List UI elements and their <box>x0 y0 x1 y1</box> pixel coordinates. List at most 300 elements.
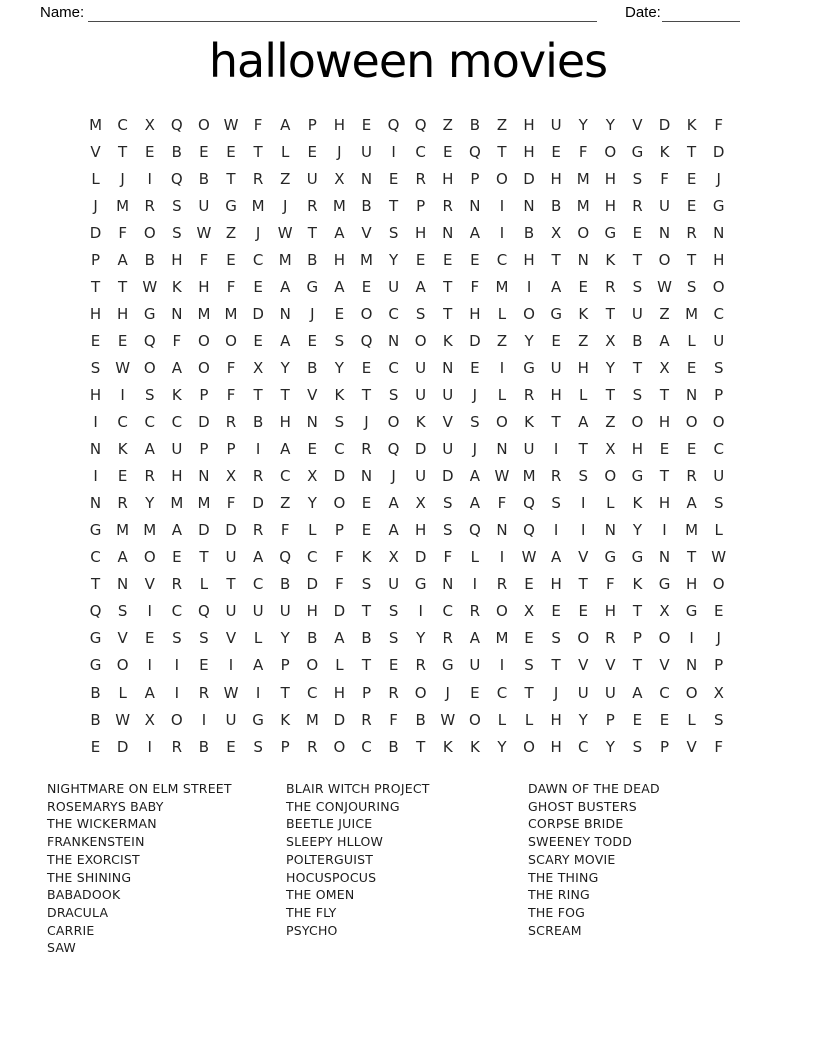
grid-letter: A <box>252 548 264 567</box>
grid-letter: K <box>361 548 372 567</box>
grid-letter: F <box>470 277 480 296</box>
grid-letter: P <box>605 710 615 729</box>
grid-letter: S <box>713 710 724 729</box>
grid-letter: D <box>712 142 725 161</box>
grid-letter: B <box>523 223 535 242</box>
grid-letter: F <box>226 385 236 404</box>
grid-letter: Z <box>280 169 291 188</box>
grid-letter: E <box>388 656 399 675</box>
grid-letter: F <box>714 115 724 134</box>
word-list-item: DAWN OF THE DEAD <box>528 781 660 796</box>
grid-letter: U <box>415 467 427 486</box>
grid-letter: H <box>604 602 616 621</box>
grid-letter: E <box>226 142 236 161</box>
grid-letter: H <box>306 602 318 621</box>
grid-letter: H <box>523 250 535 269</box>
grid-letter: D <box>414 548 427 567</box>
grid-letter: E <box>443 250 453 269</box>
grid-letter: T <box>361 656 372 675</box>
grid-letter: S <box>144 385 155 404</box>
grid-letter: P <box>659 737 670 756</box>
grid-letter: J <box>472 440 478 459</box>
grid-letter: M <box>495 629 509 648</box>
word-list-item: THE FLY <box>286 904 337 920</box>
grid-letter: J <box>255 223 261 242</box>
grid-letter: J <box>716 169 721 188</box>
word-list-item: NIGHTMARE ON ELM STREET <box>47 781 232 796</box>
grid-letter: E <box>90 737 101 756</box>
grid-letter: M <box>278 250 292 269</box>
grid-letter: E <box>226 737 236 756</box>
grid-letter: P <box>199 385 209 404</box>
grid-letter: O <box>198 331 210 350</box>
grid-letter: N <box>658 223 671 242</box>
grid-letter: K <box>632 575 643 594</box>
grid-letter: H <box>550 737 562 756</box>
grid-letter: F <box>660 169 669 188</box>
grid-letter: P <box>307 115 317 134</box>
grid-letter: P <box>199 440 209 459</box>
grid-letter: R <box>523 385 535 404</box>
grid-letter: C <box>496 683 508 702</box>
grid-letter: E <box>686 358 697 377</box>
grid-letter: X <box>605 440 616 459</box>
grid-letter: Y <box>497 737 507 756</box>
grid-letter: K <box>469 737 480 756</box>
grid-letter: D <box>116 737 129 756</box>
grid-letter: O <box>143 223 156 242</box>
grid-letter: M <box>305 710 319 729</box>
grid-letter: Y <box>280 629 290 648</box>
grid-letter: M <box>332 196 346 215</box>
grid-letter: T <box>118 142 128 161</box>
grid-letter: B <box>144 250 155 269</box>
grid-letter: T <box>253 142 263 161</box>
grid-letter: V <box>659 656 670 675</box>
grid-letter: S <box>524 656 534 675</box>
grid-letter: K <box>171 385 182 404</box>
grid-letter: M <box>685 521 699 540</box>
grid-letter: W <box>142 277 158 296</box>
grid-letter: A <box>144 440 155 459</box>
grid-letter: U <box>713 467 725 486</box>
grid-letter: T <box>199 548 209 567</box>
grid-letter: F <box>226 277 236 296</box>
grid-letter: N <box>685 385 698 404</box>
grid-letter: I <box>93 413 98 432</box>
grid-letter: N <box>604 521 616 540</box>
grid-letter: A <box>171 358 182 377</box>
grid-letter: R <box>550 467 562 486</box>
grid-letter: G <box>631 467 644 486</box>
grid-letter: B <box>307 358 318 377</box>
grid-letter: T <box>632 358 642 377</box>
grid-letter: O <box>685 413 698 432</box>
grid-letter: R <box>361 440 372 459</box>
grid-letter: S <box>443 494 453 513</box>
grid-letter: D <box>658 115 671 134</box>
grid-letter: S <box>470 413 480 432</box>
grid-letter: D <box>89 223 102 242</box>
grid-letter: O <box>387 413 400 432</box>
grid-letter: S <box>388 629 399 648</box>
grid-letter: V <box>117 629 128 648</box>
grid-letter: S <box>172 196 182 215</box>
grid-letter: A <box>551 277 562 296</box>
grid-letter: B <box>171 142 182 161</box>
grid-letter: H <box>117 304 129 323</box>
grid-letter: H <box>713 250 725 269</box>
grid-letter: O <box>414 331 427 350</box>
grid-letter: M <box>685 304 699 323</box>
word-list-item: SLEEPY HLLOW <box>286 834 384 850</box>
grid-letter: N <box>442 223 454 242</box>
grid-letter: I <box>553 521 559 540</box>
grid-letter: K <box>659 142 670 161</box>
grid-letter: E <box>361 277 372 296</box>
grid-letter: N <box>171 304 183 323</box>
grid-letter: R <box>225 413 237 432</box>
grid-letter: G <box>89 629 102 648</box>
grid-letter: E <box>199 656 209 675</box>
grid-letter: W <box>115 358 131 377</box>
grid-letter: M <box>576 196 590 215</box>
grid-letter: H <box>604 196 616 215</box>
grid-letter: R <box>171 575 183 594</box>
grid-letter: E <box>524 575 534 594</box>
grid-letter: J <box>364 413 369 432</box>
grid-letter: Y <box>632 521 642 540</box>
grid-letter: A <box>117 250 128 269</box>
grid-letter: N <box>306 413 318 432</box>
grid-letter: Y <box>524 331 534 350</box>
name-input-line[interactable] <box>88 21 597 22</box>
grid-letter: U <box>713 331 725 350</box>
grid-letter: N <box>387 331 400 350</box>
grid-letter: B <box>550 196 562 215</box>
grid-letter: Y <box>578 115 588 134</box>
grid-letter: A <box>388 521 399 540</box>
grid-letter: H <box>89 304 102 323</box>
word-list-item: THE FOG <box>528 904 586 920</box>
grid-letter: V <box>442 413 453 432</box>
word-list-item: SCARY MOVIE <box>528 851 616 867</box>
grid-letter: T <box>605 385 615 404</box>
grid-letter: B <box>198 169 210 188</box>
grid-letter: G <box>631 142 644 161</box>
date-input-line[interactable] <box>662 21 740 22</box>
grid-letter: L <box>687 710 696 729</box>
grid-letter: K <box>171 277 182 296</box>
grid-letter: A <box>280 115 291 134</box>
grid-letter: T <box>578 440 588 459</box>
grid-letter: O <box>143 548 156 567</box>
grid-letter: A <box>280 440 291 459</box>
grid-letter: M <box>197 304 211 323</box>
grid-letter: H <box>415 521 427 540</box>
grid-letter: J <box>120 169 125 188</box>
grid-letter: T <box>443 277 453 296</box>
grid-letter: A <box>144 683 155 702</box>
grid-letter: U <box>171 440 183 459</box>
grid-letter: H <box>658 413 671 432</box>
grid-letter: A <box>686 494 697 513</box>
grid-letter: E <box>172 548 182 567</box>
grid-letter: G <box>225 196 237 215</box>
grid-letter: D <box>333 710 346 729</box>
grid-letter: I <box>499 548 505 567</box>
grid-letter: S <box>334 413 345 432</box>
word-list-item: GHOST BUSTERS <box>528 798 637 814</box>
grid-letter: E <box>470 683 480 702</box>
grid-letter: T <box>226 575 236 594</box>
grid-letter: H <box>89 385 102 404</box>
grid-letter: F <box>443 548 453 567</box>
word-list-item: SCREAM <box>528 922 582 938</box>
grid-letter: X <box>523 602 535 621</box>
grid-letter: C <box>117 115 128 134</box>
grid-letter: Q <box>170 115 183 134</box>
grid-letter: J <box>337 142 342 161</box>
grid-letter: G <box>604 223 617 242</box>
word-list-item: BABADOOK <box>47 887 121 903</box>
grid-letter: Q <box>387 440 400 459</box>
grid-letter: J <box>93 196 98 215</box>
word-list-item: BEETLE JUICE <box>286 816 373 832</box>
grid-letter: A <box>117 548 128 567</box>
grid-letter: I <box>228 656 234 675</box>
grid-letter: H <box>171 250 183 269</box>
grid-letter: V <box>225 629 237 648</box>
grid-letter: D <box>523 169 535 188</box>
grid-letter: C <box>388 304 399 323</box>
grid-letter: T <box>605 304 615 323</box>
grid-letter: R <box>442 196 453 215</box>
grid-letter: B <box>469 115 480 134</box>
grid-letter: O <box>496 602 508 621</box>
grid-letter: O <box>360 304 373 323</box>
grid-letter: L <box>497 710 507 729</box>
grid-letter: X <box>225 467 237 486</box>
grid-letter: W <box>494 467 510 486</box>
grid-letter: G <box>631 548 644 567</box>
grid-letter: I <box>147 169 152 188</box>
grid-letter: Q <box>414 115 427 134</box>
grid-letter: I <box>472 575 478 594</box>
grid-letter: F <box>389 710 398 729</box>
grid-letter: T <box>90 277 101 296</box>
grid-letter: T <box>551 656 561 675</box>
grid-letter: C <box>713 304 724 323</box>
grid-letter: M <box>89 115 103 134</box>
grid-letter: N <box>89 440 102 459</box>
grid-letter: C <box>307 683 318 702</box>
grid-letter: H <box>550 575 562 594</box>
grid-letter: V <box>307 385 318 404</box>
grid-letter: O <box>712 413 725 432</box>
grid-letter: P <box>226 440 236 459</box>
grid-letter: F <box>714 737 724 756</box>
grid-letter: I <box>499 223 505 242</box>
grid-letter: E <box>361 358 372 377</box>
grid-letter: L <box>253 629 263 648</box>
grid-letter: U <box>442 385 454 404</box>
grid-letter: I <box>147 656 152 675</box>
word-list-item: THE CONJOURING <box>286 798 400 814</box>
grid-letter: R <box>686 223 697 242</box>
grid-letter: T <box>118 277 128 296</box>
grid-letter: F <box>226 494 236 513</box>
grid-letter: N <box>360 169 373 188</box>
grid-letter: L <box>199 575 209 594</box>
grid-letter: F <box>497 494 507 513</box>
grid-letter: S <box>388 602 399 621</box>
grid-letter: O <box>198 115 210 134</box>
grid-letter: S <box>632 385 643 404</box>
grid-letter: E <box>551 602 561 621</box>
grid-letter: G <box>252 710 264 729</box>
grid-letter: K <box>280 710 291 729</box>
grid-letter: U <box>415 385 427 404</box>
grid-letter: E <box>632 223 643 242</box>
word-list-item: BLAIR WITCH PROJECT <box>286 781 430 796</box>
grid-letter: O <box>306 656 319 675</box>
grid-letter: C <box>252 575 264 594</box>
grid-letter: N <box>279 304 291 323</box>
grid-letter: S <box>90 358 101 377</box>
page-title: halloween movies <box>208 34 608 88</box>
grid-letter: E <box>361 494 372 513</box>
grid-letter: S <box>253 737 263 756</box>
grid-letter: Z <box>605 413 616 432</box>
grid-letter: O <box>143 358 156 377</box>
grid-letter: L <box>308 521 317 540</box>
grid-letter: X <box>659 602 670 621</box>
grid-letter: G <box>685 602 698 621</box>
grid-letter: E <box>415 250 426 269</box>
grid-letter: Y <box>334 358 344 377</box>
grid-letter: T <box>90 575 101 594</box>
grid-letter: P <box>714 385 724 404</box>
grid-letter: A <box>334 223 345 242</box>
grid-letter: C <box>577 737 589 756</box>
word-list-item: SWEENEY TODD <box>528 834 633 850</box>
grid-letter: L <box>335 656 344 675</box>
grid-letter: M <box>170 494 184 513</box>
grid-letter: U <box>360 142 372 161</box>
grid-letter: T <box>280 385 290 404</box>
grid-letter: H <box>333 250 346 269</box>
grid-letter: T <box>659 467 670 486</box>
grid-letter: Y <box>307 494 317 513</box>
grid-letter: R <box>469 602 481 621</box>
grid-letter: I <box>147 602 152 621</box>
grid-letter: W <box>277 223 293 242</box>
grid-letter: I <box>499 196 505 215</box>
grid-letter: U <box>469 656 481 675</box>
grid-letter: S <box>578 467 588 486</box>
grid-letter: K <box>524 413 534 432</box>
grid-letter: L <box>497 385 507 404</box>
grid-letter: Y <box>605 737 615 756</box>
grid-letter: U <box>523 440 535 459</box>
grid-letter: M <box>143 521 157 540</box>
grid-letter: M <box>251 196 265 215</box>
grid-letter: E <box>470 250 480 269</box>
grid-letter: Y <box>145 494 155 513</box>
grid-letter: V <box>686 737 697 756</box>
grid-letter: X <box>144 115 155 134</box>
grid-letter: G <box>143 304 156 323</box>
grid-letter: R <box>686 467 697 486</box>
grid-letter: O <box>523 304 535 323</box>
grid-letter: E <box>578 602 588 621</box>
grid-letter: R <box>605 629 616 648</box>
grid-letter: H <box>198 277 210 296</box>
grid-letter: T <box>388 196 399 215</box>
grid-letter: S <box>172 223 182 242</box>
grid-letter: O <box>333 737 346 756</box>
grid-letter: S <box>388 223 399 242</box>
grid-letter: K <box>117 440 128 459</box>
grid-letter: X <box>144 710 155 729</box>
grid-letter: E <box>334 304 345 323</box>
grid-letter: U <box>659 196 670 215</box>
grid-letter: K <box>605 250 616 269</box>
grid-letter: W <box>657 277 672 296</box>
name-label: Name: <box>40 4 85 21</box>
grid-letter: T <box>524 683 534 702</box>
grid-letter: I <box>526 277 532 296</box>
grid-letter: C <box>388 358 399 377</box>
grid-letter: J <box>472 385 478 404</box>
grid-letter: K <box>442 737 453 756</box>
grid-letter: G <box>550 304 562 323</box>
grid-letter: N <box>117 575 129 594</box>
grid-letter: Q <box>89 602 102 621</box>
grid-letter: U <box>252 602 264 621</box>
grid-letter: T <box>253 385 263 404</box>
grid-letter: I <box>499 358 505 377</box>
grid-letter: W <box>521 548 537 567</box>
grid-letter: R <box>307 737 318 756</box>
grid-letter: C <box>171 602 183 621</box>
grid-letter: V <box>90 142 101 161</box>
grid-letter: H <box>333 115 346 134</box>
grid-letter: X <box>713 683 724 702</box>
grid-letter: M <box>116 196 130 215</box>
grid-letter: A <box>469 629 480 648</box>
grid-letter: E <box>443 142 453 161</box>
grid-letter: E <box>524 629 534 648</box>
grid-letter: T <box>687 250 697 269</box>
grid-letter: H <box>604 169 616 188</box>
grid-letter: Q <box>468 142 481 161</box>
grid-letter: W <box>196 223 212 242</box>
grid-letter: R <box>252 467 264 486</box>
grid-letter: N <box>360 467 373 486</box>
grid-letter: E <box>361 115 372 134</box>
grid-letter: H <box>550 169 562 188</box>
grid-letter: N <box>469 196 481 215</box>
grid-letter: G <box>414 575 427 594</box>
grid-letter: I <box>553 440 559 459</box>
grid-letter: H <box>469 304 481 323</box>
grid-letter: K <box>686 115 697 134</box>
grid-letter: P <box>334 521 344 540</box>
grid-letter: S <box>172 629 182 648</box>
grid-letter: N <box>496 440 508 459</box>
